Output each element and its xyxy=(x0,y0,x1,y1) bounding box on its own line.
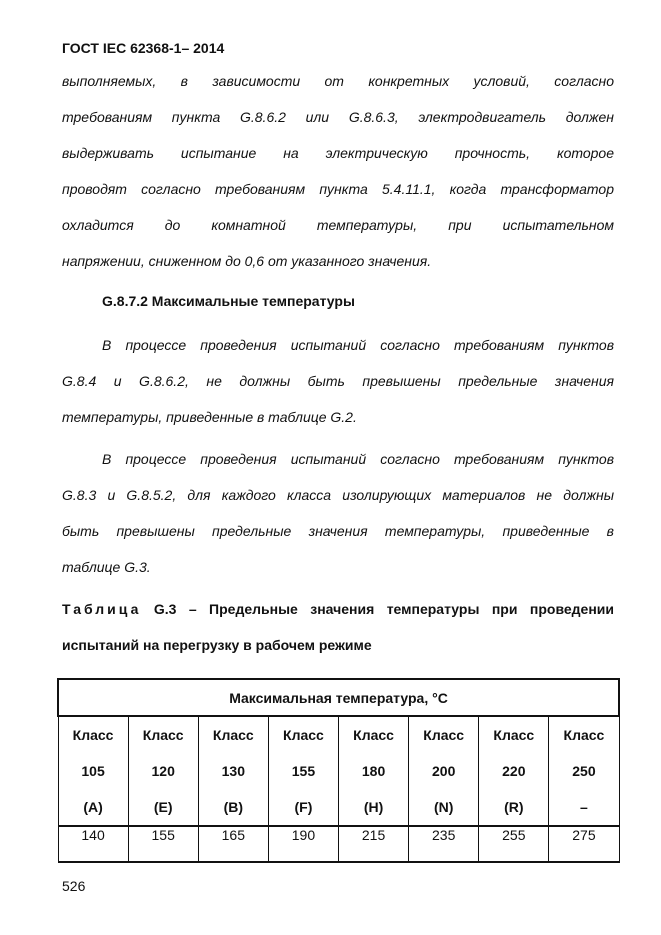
table-caption-line2: испытаний на перегрузку в рабочем режиме xyxy=(62,637,372,653)
class-header-cell: Класс 130 (B) xyxy=(198,716,268,826)
value-cell: 275 xyxy=(549,826,619,862)
value-cell: 155 xyxy=(128,826,198,862)
class-header-cell: Класс 120 (E) xyxy=(128,716,198,826)
section-heading: G.8.7.2 Максимальные температуры xyxy=(102,293,355,309)
paragraph-line: таблице G.3. xyxy=(62,559,151,575)
temperature-table xyxy=(57,678,620,863)
caption-title: G.3 – Предельные значения температуры при проведении xyxy=(153,601,614,617)
value-cell: 165 xyxy=(198,826,268,862)
paragraph-line: температуры, приведенные в таблице G.2. xyxy=(62,409,357,425)
document-header: ГОСТ IEC 62368-1– 2014 xyxy=(62,40,225,56)
class-header-cell: Класс 250 – xyxy=(549,716,619,826)
value-cell: 235 xyxy=(409,826,479,862)
table-header: Максимальная температура, °С xyxy=(58,679,619,716)
class-header-cell: Класс 180 (H) xyxy=(339,716,409,826)
value-cell: 190 xyxy=(268,826,338,862)
paragraph-line: проводят согласно требованиям пункта 5.4.11.1, когда трансформатор xyxy=(62,181,614,197)
table-caption xyxy=(62,600,614,618)
paragraph-line: быть превышены предельные значения температуры, приведенные в xyxy=(62,523,614,539)
class-header-cell: Класс 155 (F) xyxy=(268,716,338,826)
class-header-cell: Класс 220 (R) xyxy=(479,716,549,826)
paragraph-line: G.8.3 и G.8.5.2, для каждого класса изолирующих материалов не должны xyxy=(62,487,614,503)
value-cell: 255 xyxy=(479,826,549,862)
paragraph-line: выдерживать испытание на электрическую прочность, которое xyxy=(62,145,614,161)
caption-prefix: Таблица xyxy=(62,601,142,617)
paragraph-line: выполняемых, в зависимости от конкретных условий, согласно xyxy=(62,73,614,89)
paragraph-line: требованиям пункта G.8.6.2 или G.8.6.3, электродвигатель должен xyxy=(62,109,614,125)
value-cell: 140 xyxy=(58,826,128,862)
paragraph-line: охладится до комнатной температуры, при испытательном xyxy=(62,217,614,233)
paragraph-line: В процессе проведения испытаний согласно требованиям пунктов xyxy=(102,451,614,467)
paragraph-line: В процессе проведения испытаний согласно требованиям пунктов xyxy=(102,337,614,353)
paragraph-line: напряжении, сниженном до 0,6 от указанного значения. xyxy=(62,253,432,269)
paragraph-line: G.8.4 и G.8.6.2, не должны быть превышены предельные значения xyxy=(62,373,614,389)
value-cell: 215 xyxy=(339,826,409,862)
class-header-cell: Класс 200 (N) xyxy=(409,716,479,826)
page-number: 526 xyxy=(62,878,86,894)
class-header-cell: Класс 105 (A) xyxy=(58,716,128,826)
